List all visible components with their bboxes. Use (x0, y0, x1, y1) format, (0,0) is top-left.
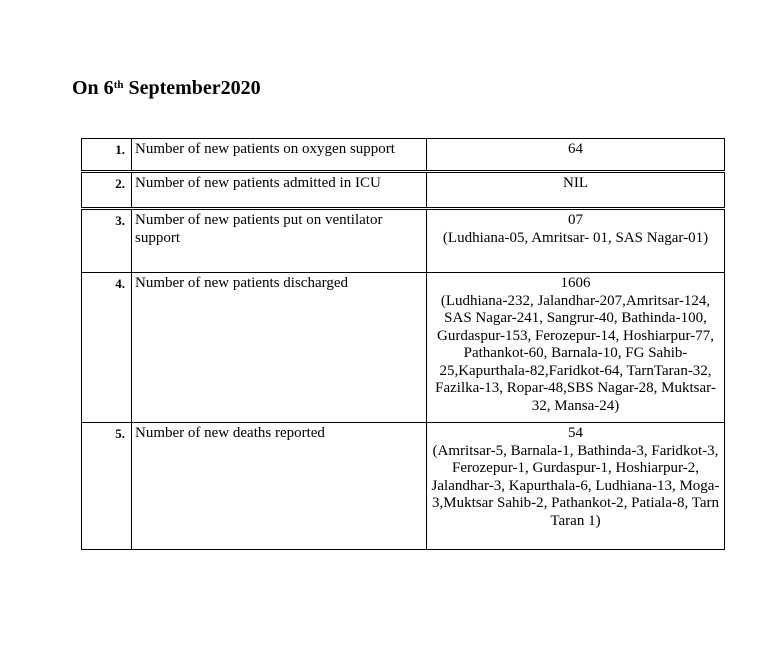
row-description-text: Number of new patients put on ventilator support (135, 212, 383, 246)
row-description-text: Number of new patients admitted in ICU (135, 175, 381, 191)
row-description (132, 209, 427, 273)
table-row (82, 273, 725, 423)
row-value: 1606 (560, 275, 591, 291)
row-description-text: Number of new deaths reported (135, 425, 325, 441)
covid-report-table (81, 138, 725, 550)
row-value: 64 (568, 141, 583, 157)
row-description (132, 423, 427, 550)
row-value-cell (427, 423, 725, 550)
row-description (132, 172, 427, 209)
row-value-cell (427, 209, 725, 273)
page-heading (72, 76, 261, 100)
row-value: 54 (568, 425, 583, 441)
row-value-cell (427, 273, 725, 423)
row-number: 4. (82, 273, 132, 423)
row-number: 5. (82, 423, 132, 550)
row-description (132, 273, 427, 423)
row-value-breakdown: (Ludhiana-05, Amritsar- 01, SAS Nagar-01) (442, 229, 709, 246)
row-value-cell (427, 172, 725, 209)
row-value-cell (427, 139, 725, 172)
table-row (82, 209, 725, 273)
row-value: NIL (563, 175, 588, 191)
row-value: 07 (568, 212, 583, 228)
table-row (82, 172, 725, 209)
row-value-breakdown: (Ludhiana-232, Jalandhar-207,Amritsar-124, SAS Nagar-241, Sangrur-40, Bathinda-100, Gurdaspur-153, Ferozepur-14, Hoshiarpur-77, Pathankot-60, Barnala-10, FG Sahib-25,Kapurthala-82,Faridkot-64, TarnTaran-32, Fazilka-13, Ropar-48,SBS Nagar-28, Muktsar-32, Mansa-24) (435, 292, 716, 414)
row-description (132, 139, 427, 172)
row-value-breakdown: (Amritsar-5, Barnala-1, Bathinda-3, Faridkot-3, Ferozepur-1, Gurdaspur-1, Hoshiarpur-2, Jalandhar-3, Kapurthala-6, Ludhiana-13, Moga-3,Muktsar Sahib-2, Pathankot-2, Patiala-8, Tarn Taran 1) (431, 442, 720, 529)
heading-suffix: September2020 (123, 77, 261, 99)
row-number: 1. (82, 139, 132, 172)
row-description-text: Number of new patients on oxygen support (135, 141, 395, 157)
heading-prefix: On 6 (72, 77, 114, 99)
table-row (82, 139, 725, 172)
row-number: 3. (82, 209, 132, 273)
heading-superscript: th (113, 79, 124, 91)
table-row (82, 423, 725, 550)
row-description-text: Number of new patients discharged (135, 275, 348, 291)
row-number: 2. (82, 172, 132, 209)
